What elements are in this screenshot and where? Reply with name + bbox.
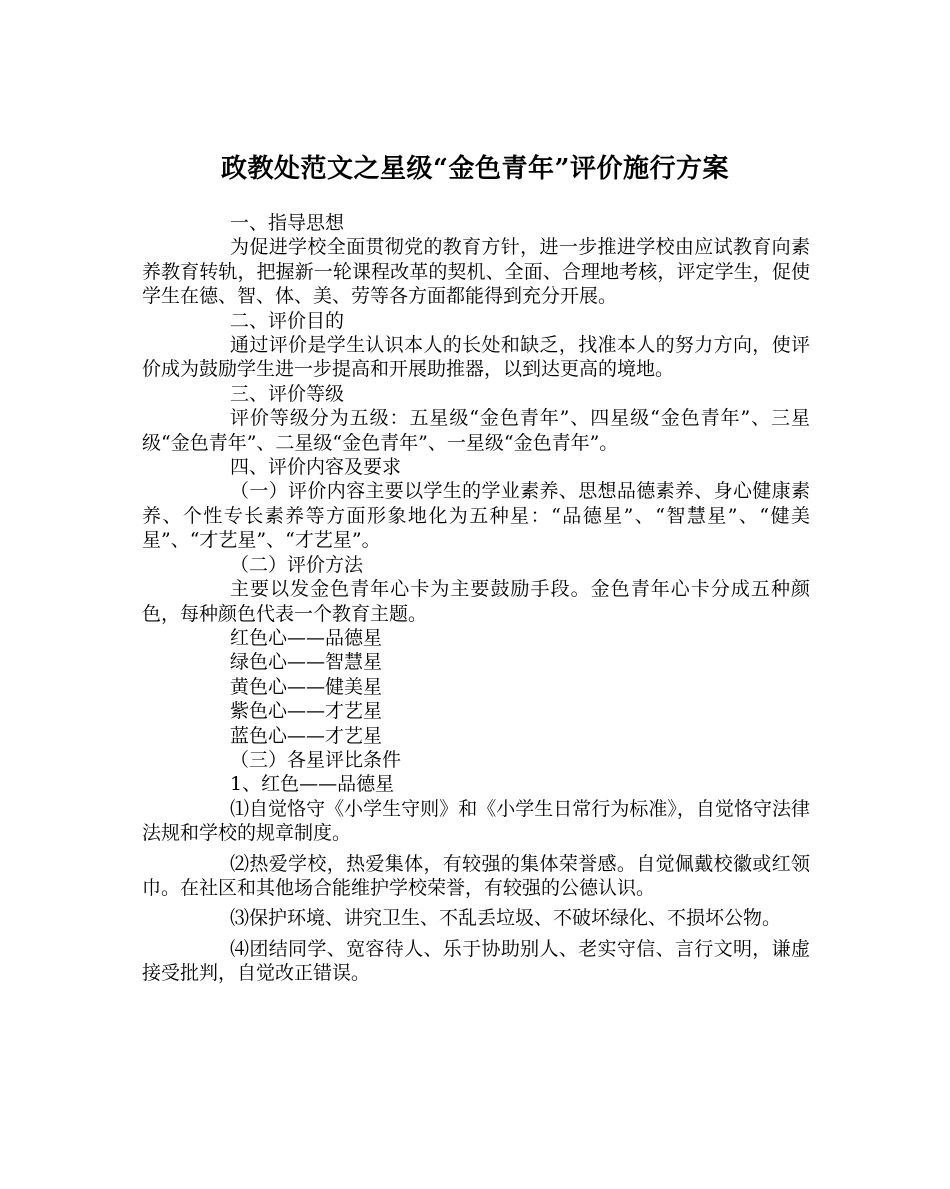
subheading-star-criteria: （三）各星评比条件: [230, 748, 402, 771]
document-title: 政教处范文之星级“金色青年”评价施行方案: [221, 154, 729, 185]
document-body: [142, 211, 810, 986]
criteria-item-4: ⑷团结同学、宽容待人、乐于协助别人、老实守信、言行文明，谦虚接受批判，自觉改正错误。: [142, 937, 810, 985]
color-item-green: 绿色心——智慧星: [230, 651, 383, 674]
section-heading-guiding-ideology: 一、指导思想: [230, 212, 345, 234]
criteria-item-1: ⑴自觉恪守《小学生守则》和《小学生日常行为标准》，自觉恪守法律法规和学校的规章制度。: [142, 797, 810, 845]
section-heading-evaluation-levels: 三、评价等级: [230, 382, 345, 405]
subheading-red-morality-star: 1、红色——品德星: [230, 773, 395, 796]
criteria-item-2: ⑵热爱学校，热爱集体，有较强的集体荣誉感。自觉佩戴校徽或红领巾。在社区和其他场合能维护学校荣誉，有较强的公德认识。: [142, 852, 810, 899]
red-star-criteria-list: [142, 797, 810, 986]
paragraph-evaluation-method: 主要以发金色青年心卡为主要鼓励手段。金色青年心卡分成五种颜色，每种颜色代表一个教育主题。: [142, 578, 810, 625]
paragraph-evaluation-purpose: 通过评价是学生认识本人的长处和缺乏，找准本人的努力方向，使评价成为鼓励学生进一步提高和开展助推器，以到达更高的境地。: [142, 334, 810, 381]
color-item-purple: 紫色心——才艺星: [230, 700, 383, 723]
color-item-blue: 蓝色心——才艺星: [230, 724, 383, 747]
section-heading-evaluation-content: 四、评价内容及要求: [230, 456, 402, 479]
subheading-evaluation-method: （二）评价方法: [230, 553, 364, 576]
paragraph-evaluation-content: （一）评价内容主要以学生的学业素养、思想品德素养、身心健康素养、个性专长素养等方面形象地化为五种星：“品德星”、“智慧星”、“健美星”、“才艺星”、“才艺星”。: [142, 480, 810, 552]
color-item-red: 红色心——品德星: [230, 626, 383, 649]
section-heading-evaluation-purpose: 二、评价目的: [230, 309, 345, 332]
criteria-item-3: ⑶保护环境、讲究卫生、不乱丢垃圾、不破坏绿化、不损坏公物。: [230, 907, 782, 930]
paragraph-evaluation-levels: 评价等级分为五级：五星级“金色青年”、四星级“金色青年”、三星级“金色青年”、二星级“金色青年”、一星级“金色青年”。: [142, 407, 810, 454]
color-item-yellow: 黄色心——健美星: [230, 675, 383, 698]
paragraph-guiding-ideology: 为促进学校全面贯彻党的教育方针，进一步推进学校由应试教育向素养教育转轨，把握新一轮课程改革的契机、全面、合理地考核，评定学生，促使学生在德、智、体、美、劳等各方面都能得到充分开展。: [142, 236, 810, 308]
